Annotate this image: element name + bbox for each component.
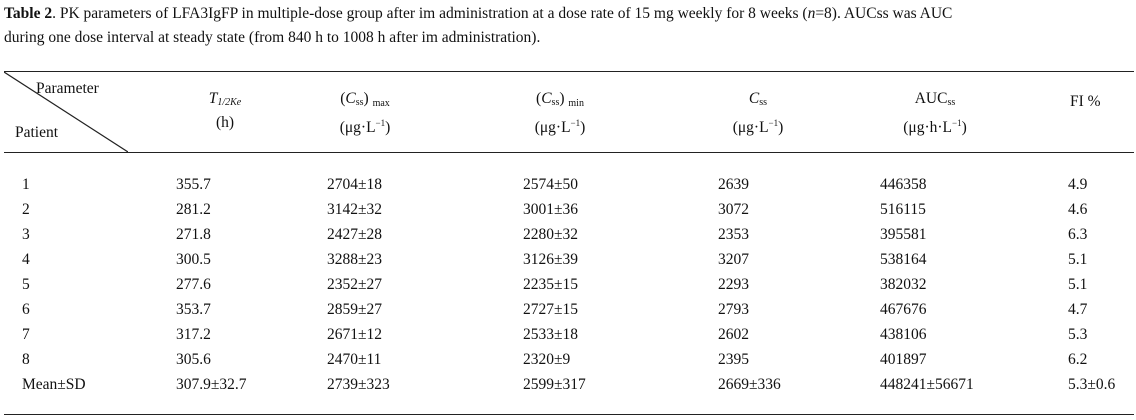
cell-css-min: 3001±36 [523,201,579,218]
cell-css: 2669±336 [718,376,781,393]
css-min-suffix: min [568,98,584,109]
caption-label: Table 2 [4,5,53,22]
cell-auc: 446358 [880,176,927,193]
css-subscript: ss [759,97,768,108]
css-min-subscript: ss [551,97,560,108]
auc-unit-exp: −1 [952,118,962,128]
cell-t-half: 307.9±32.7 [176,376,247,393]
auc-symbol: AUC [914,90,948,107]
css-min-unit-exp: −1 [570,118,581,128]
cell-auc: 382032 [880,276,927,293]
t-half-unit: (h) [215,114,235,131]
cell-css-max: 2859±27 [327,301,383,318]
cell-auc: 401897 [880,351,927,368]
css-unit-close: ) [778,119,784,136]
cell-css-max: 2704±18 [327,176,383,193]
caption-line-1 [4,2,1132,26]
cell-css-max: 2671±12 [327,326,383,343]
caption-line-2: during one dose interval at steady state (from 840 h to 1008 h after im administration). [4,29,541,46]
cell-patient: Mean±SD [22,376,86,393]
css-min-symbol: C [541,90,552,107]
cell-patient: 8 [22,351,30,368]
t-half-symbol: T [208,90,218,107]
cell-t-half: 355.7 [176,176,211,193]
cell-auc: 467676 [880,301,927,318]
cell-css-min: 3126±39 [523,251,579,268]
cell-t-half: 271.8 [176,226,211,243]
cell-css-min: 2574±50 [523,176,579,193]
table-caption [4,2,1132,50]
css-max-unit-exp: −1 [375,118,386,128]
cell-patient: 1 [22,176,30,193]
top-rule [4,71,1134,72]
cell-css-max: 2352±27 [327,276,383,293]
cell-css: 2793 [718,301,749,318]
cell-css: 2395 [718,351,749,368]
css-min-unit-close: ) [580,119,586,136]
cell-patient: 3 [22,226,30,243]
cell-patient: 6 [22,301,30,318]
cell-css-min: 2533±18 [523,326,579,343]
css-min-close: ) [559,90,565,107]
cell-fi: 5.3 [1068,326,1088,343]
css-min-unit: (μg·L [534,119,571,136]
cell-patient: 4 [22,251,30,268]
cell-css-max: 2470±11 [327,351,382,368]
caption-n-variable: n [807,5,816,22]
header-patient: Patient [15,124,59,141]
header-rule [4,152,1134,153]
header-css [708,89,808,138]
cell-css: 2293 [718,276,749,293]
caption-n-value: =8). AUCss was AUC [815,5,953,22]
cell-css-min: 2320±9 [523,351,571,368]
cell-auc: 516115 [880,201,926,218]
cell-css-min: 2280±32 [523,226,579,243]
header-fi: FI % [1070,93,1101,110]
cell-css-max: 2427±28 [327,226,383,243]
cell-patient: 5 [22,276,30,293]
cell-patient: 2 [22,201,30,218]
cell-css-min: 2727±15 [523,301,579,318]
css-max-symbol: C [345,90,356,107]
cell-t-half: 317.2 [176,326,211,343]
header-t-half [180,89,270,133]
css-max-close: ) [363,90,369,107]
auc-unit-close: ) [961,119,967,136]
header-auc [880,89,990,138]
css-min-open: ( [536,90,542,107]
cell-css-min: 2235±15 [523,276,579,293]
css-max-unit-close: ) [385,119,391,136]
cell-fi: 6.2 [1068,351,1088,368]
cell-css: 2602 [718,326,749,343]
cell-fi: 5.1 [1068,276,1088,293]
cell-css: 3207 [718,251,749,268]
cell-t-half: 281.2 [176,201,211,218]
cell-t-half: 300.5 [176,251,211,268]
cell-auc: 395581 [880,226,927,243]
css-max-open: ( [340,90,346,107]
cell-css: 2353 [718,226,749,243]
auc-subscript: ss [947,97,956,108]
header-css-max [305,89,425,138]
css-max-suffix: max [372,98,390,109]
css-unit-exp: −1 [768,118,779,128]
cell-fi: 5.1 [1068,251,1088,268]
css-max-unit: (μg·L [339,119,376,136]
cell-fi: 5.3±0.6 [1068,376,1116,393]
cell-auc: 538164 [880,251,927,268]
cell-patient: 7 [22,326,30,343]
css-unit: (μg·L [732,119,769,136]
cell-fi: 4.9 [1068,176,1088,193]
cell-fi: 4.6 [1068,201,1088,218]
cell-fi: 4.7 [1068,301,1088,318]
cell-css-max: 2739±323 [327,376,390,393]
cell-css-max: 3142±32 [327,201,383,218]
css-max-subscript: ss [355,97,364,108]
t-half-subscript: 1/2Ke [217,97,242,108]
auc-unit: (μg·h·L [903,119,952,136]
cell-auc: 448241±56671 [880,376,974,393]
cell-css: 2639 [718,176,749,193]
cell-css: 3072 [718,201,749,218]
cell-t-half: 277.6 [176,276,211,293]
cell-css-max: 3288±23 [327,251,383,268]
caption-text: . PK parameters of LFA3IgFP in multiple-dose group after im administration at a dose rate of 15 mg weekly for 8 weeks ( [52,5,808,22]
cell-fi: 6.3 [1068,226,1088,243]
header-css-min [500,89,620,138]
bottom-rule [4,414,1134,415]
cell-css-min: 2599±317 [523,376,586,393]
cell-t-half: 353.7 [176,301,211,318]
header-parameter: Parameter [36,80,99,97]
cell-t-half: 305.6 [176,351,211,368]
css-symbol: C [748,90,760,107]
cell-auc: 438106 [880,326,927,343]
